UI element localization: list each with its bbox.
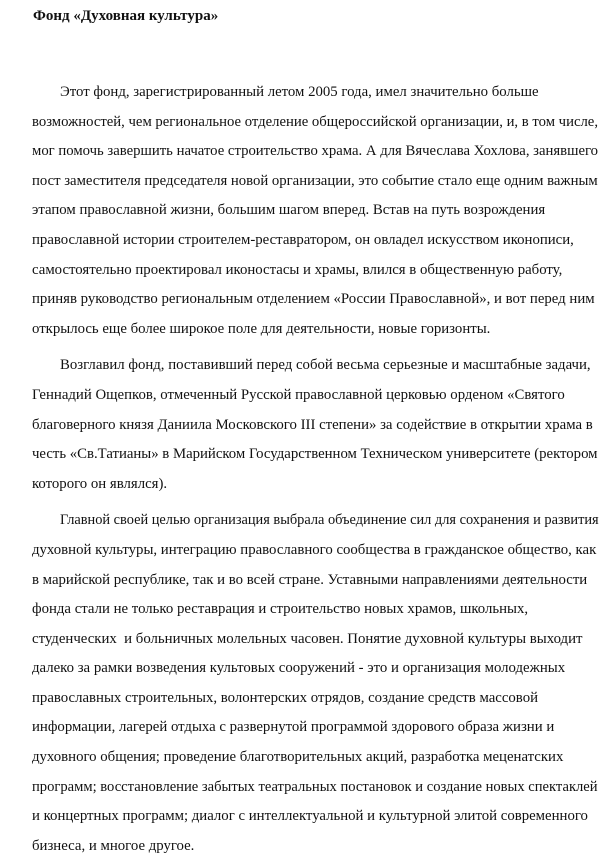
text-line: Возглавил фонд, поставивший перед собой весьма серьезные и масштабные задачи, xyxy=(60,357,591,374)
text-line: и концертных программ; диалог с интеллектуальной и культурной элитой современного xyxy=(32,808,588,825)
text-line: далеко за рамки возведения культовых сооружений - это и организация молодежных xyxy=(32,660,566,677)
text-line: мог помочь завершить начатое строительство храма. А для Вячеслава Хохлова, занявшего xyxy=(32,143,599,160)
text-line: этапом православной жизни, большим шагом вперед. Встав на путь возрождения xyxy=(32,202,546,219)
text-line: духовной культуры, интеграцию православного сообщества в гражданское общество, как xyxy=(32,541,597,558)
paragraph-2 xyxy=(32,351,598,499)
spacer xyxy=(32,26,576,78)
text-line: самостоятельно проектировал иконостасы и храмы, влился в общественную работу, xyxy=(32,261,563,278)
text-line: пост заместителя председателя новой организации, это событие стало еще одним важным xyxy=(32,172,598,189)
spacer xyxy=(32,499,576,506)
document-title: Фонд «Духовная культура» xyxy=(33,8,219,24)
text-line: Главной своей целью организация выбрала объединение сил для сохранения и развития xyxy=(60,512,599,529)
paragraph-3 xyxy=(32,506,599,861)
text-line: православных строительных, волонтерских отрядов, создание средств массовой xyxy=(32,689,539,706)
text-line: которого он являлся). xyxy=(32,475,168,492)
text-line: студенческих и больничных молельных часовен. Понятие духовной культуры выходит xyxy=(32,630,583,647)
text-line: возможностей, чем региональное отделение общероссийской организации, и, в том числе, xyxy=(32,113,599,130)
text-line: честь «Св.Татианы» в Марийском Государственном Техническом университете (ректором xyxy=(32,446,598,463)
text-line: православной истории строителем-реставратором, он овладел искусством иконописи, xyxy=(32,231,574,248)
text-line: в марийской республике, так и во всей стране. Уставными направлениями деятельности xyxy=(32,571,588,588)
text-line: бизнеса, и многое другое. xyxy=(32,837,195,854)
text-line: приняв руководство региональным отделением «России Православной», и вот перед ним xyxy=(32,291,595,308)
spacer xyxy=(32,344,576,351)
text-line: Этот фонд, зарегистрированный летом 2005 года, имел значительно больше xyxy=(60,84,539,100)
paragraph-1 xyxy=(32,78,599,344)
text-line: программ; восстановление забытых театральных постановок и создание новых спектаклей xyxy=(32,778,598,795)
text-line: фонда стали не только реставрация и строительство новых храмов, школьных, xyxy=(32,601,529,618)
text-line: информации, лагерей отдыха с развернутой программой здорового образа жизни и xyxy=(32,719,555,736)
text-line: Геннадий Ощепков, отмеченный Русской православной церковью орденом «Святого xyxy=(32,386,565,403)
text-line: открылось еще более широкое поле для деятельности, новые горизонты. xyxy=(32,320,491,337)
text-line: благоверного князя Даниила Московского III степени» за содействие в открытии храма в xyxy=(32,416,593,433)
text-line: духовного общения; проведение благотворительных акций, разработка меценатских xyxy=(32,749,564,766)
